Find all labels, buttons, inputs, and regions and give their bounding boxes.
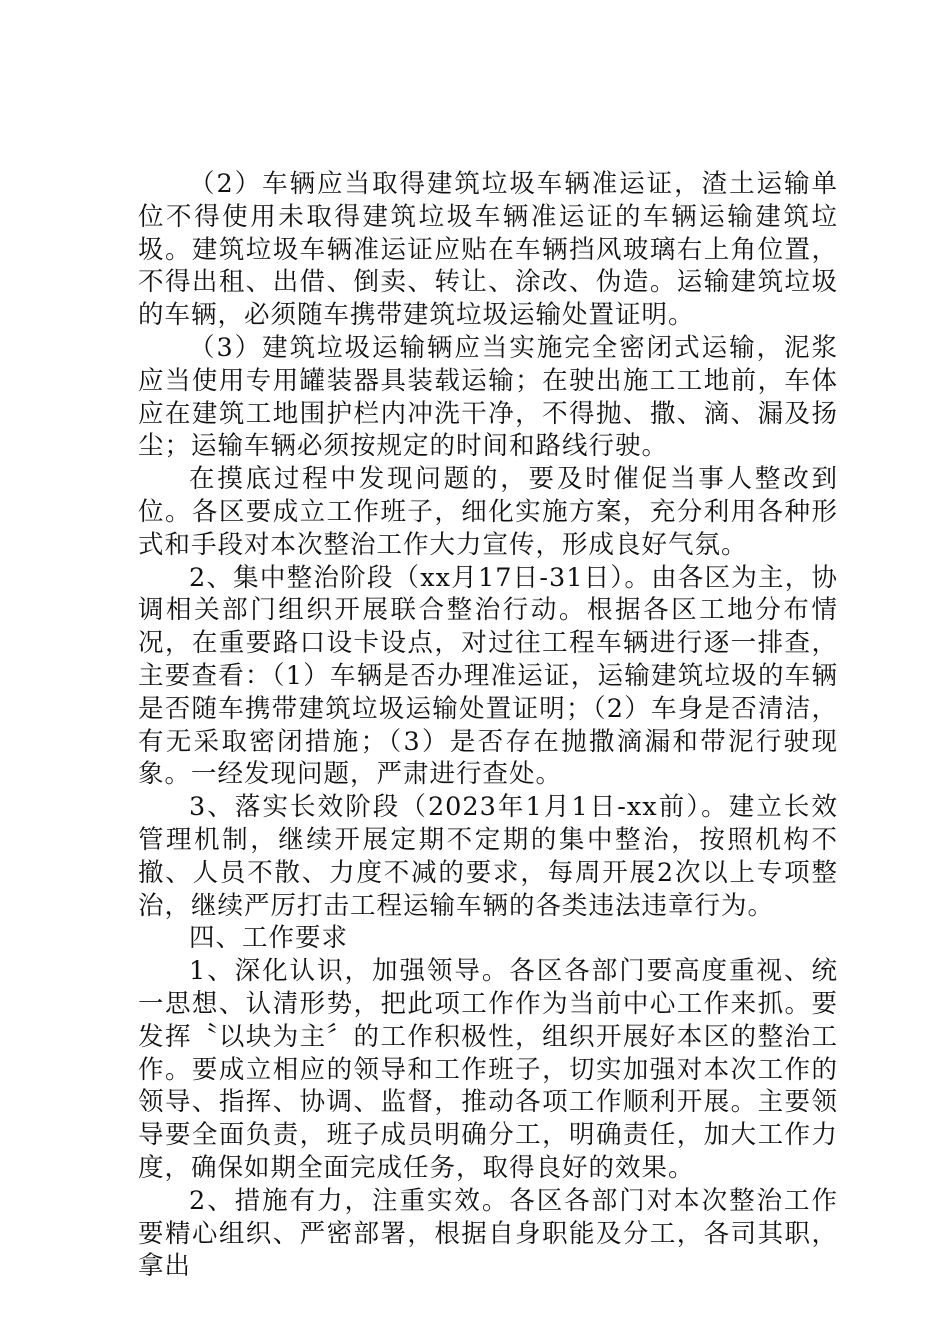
section-heading-work-requirements: 四、工作要求 [189,923,349,954]
paragraph-rectification: 在摸底过程中发现问题的，要及时催促当事人整改到位。各区要成立工作班子，细化实施方案，充分利用各种形式和手段对本次整治工作大力宣传，形成良好气氛。 [138,464,838,560]
paragraph-leadership: 1、深化认识，加强领导。各区各部门要高度重视、统一思想、认清形势，把此项工作作为当前中心工作来抓。要发挥〝以块为主〞的工作积极性，组织开展好本区的整治工作。要成立相应的领导和工作班子，切实加强对本次工作的领导、指挥、协调、监督，推动各项工作顺利开展。主要领导要全面负责，班子成员明确分工，明确责任，加大工作力度，确保如期全面完成任务，取得良好的效果。 [138,956,838,1183]
paragraph-centralized-rectification-phase: 2、集中整治阶段（xx月17日-31日）。由各区为主，协调相关部门组织开展联合整治行动。根据各区工地分布情况，在重要路口设卡设点，对过往工程车辆进行逐一排查，主要查看：（1）车辆是否办理准运证，运输建筑垃圾的车辆是否随车携带建筑垃圾运输处置证明；（2）车身是否清洁，有无采取密闭措施；（3）是否存在抛撒滴漏和带泥行驶现象。一经发现问题，严肃进行查处。 [138,562,838,790]
paragraph-sealed-transport: （3）建筑垃圾运输辆应当实施完全密闭式运输，泥浆应当使用专用罐装器具装载运输；在驶出施工工地前，车体应在建筑工地围护栏内冲洗干净，不得抛、撒、滴、漏及扬尘；运输车辆必须按规定的时间和路线行驶。 [138,332,838,462]
paragraph-effective-measures: 2、措施有力，注重实效。各区各部门对本次整治工作要精心组织、严密部署，根据自身职能及分工，各司其职，拿出 [138,1185,838,1282]
paragraph-vehicle-permit: （2）车辆应当取得建筑垃圾车辆准运证，渣土运输单位不得使用未取得建筑垃圾车辆准运证的车辆运输建筑垃圾。建筑垃圾车辆准运证应贴在车辆挡风玻璃右上角位置，不得出租、出借、倒卖、转让、涂改、伪造。运输建筑垃圾的车辆，必须随车携带建筑垃圾运输处置证明。 [138,169,838,331]
document-body [138,168,838,1283]
paragraph-long-term-phase: 3、落实长效阶段（2023年1月1日-xx前）。建立长效管理机制，继续开展定期不定期的集中整治，按照机构不撤、人员不散、力度不减的要求，每周开展2次以上专项整治，继续严厉打击工程运输车辆的各类违法违章行为。 [138,792,838,921]
